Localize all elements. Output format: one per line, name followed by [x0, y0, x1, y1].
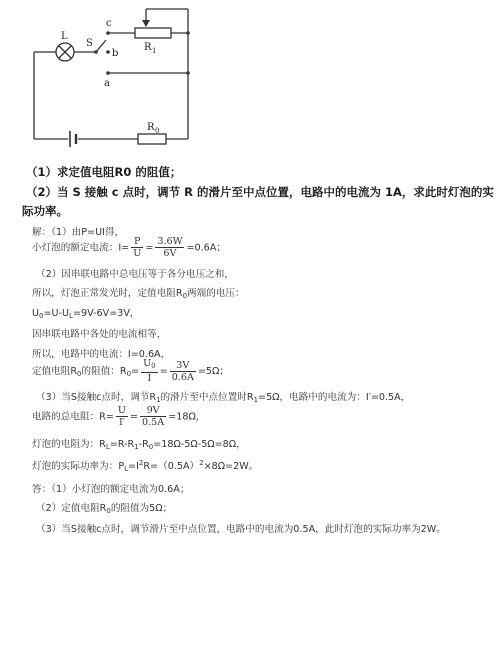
solution-line-6: 因串联电路中各处的电流相等，	[32, 329, 167, 340]
solution-line-1: 解：（1）由P=UI得，	[32, 227, 125, 238]
solution-line-5: $U_0=U-U_L=9V-6V=3V$，	[32, 308, 140, 320]
answer-line-2: （2）定值电阻$R_0$的阻值为5Ω；	[36, 503, 173, 515]
solution-line-2: 小灯泡的额定电流：I= $\frac{P}{U}$ = $\frac{3.6W}{6V}$ =0.6A；	[32, 236, 226, 259]
fraction-9v-over-0.5a: $\frac{9V}{0.5A}$	[142, 405, 165, 428]
rheostat-label: R	[144, 42, 152, 53]
solution-line-4: 所以，灯泡正常发光时，定值电阻$R_0$两端的电压：	[32, 288, 245, 300]
resistor-label: R	[147, 122, 155, 133]
solution-line-7: 所以，电路中的电流：I=0.6A，	[32, 349, 171, 360]
solution-line-11: 灯泡的电阻为：$R_L=R-R_1-R_0=18\Omega-5\Omega-5\Omega=8\Omega$，	[32, 439, 246, 451]
question-2-line-1: （2）当 S 接触 c 点时，调节 R 的滑片至中点位置，电路中的电流为 1A，求此时灯泡的实	[26, 185, 494, 199]
solution-line-10: 电路的总电阻：R= $\frac{U}{I'}$ = $\frac{9V}{0.5A}$ =18Ω，	[32, 405, 206, 428]
lamp-label: L	[61, 31, 68, 42]
fraction-3v-over-0.6a: $\frac{3V}{0.6A}$	[171, 359, 194, 383]
question-1: （1）求定值电阻R0 的阻值；	[26, 165, 182, 179]
solution-line-9: （3）当S接触c点时，调节$R_1$的滑片至中点位置时$R_1=5\Omega$，电路中的电流为：I′=0.5A，	[36, 392, 411, 404]
resistor-subscript: 0	[155, 127, 160, 135]
rheostat-subscript: 1	[152, 47, 157, 55]
fraction-p-over-u: $\frac{P}{U}$	[133, 236, 142, 259]
answer-line-1: 答：（1）小灯泡的额定电流为0.6A；	[32, 484, 190, 495]
solution-line-8: 定值电阻$R_0$的阻值：$R_0=$ $\frac{U_0}{I}$ = $\frac{3V}{0.6A}$ =5Ω；	[32, 358, 229, 384]
answer-line-3: （3）当S接触c点时，调节滑片至中点位置，电路中的电流为0.5A，此时灯泡的实际功率为2W。	[36, 524, 446, 535]
fraction-3.6w-over-6v: $\frac{3.6W}{6V}$	[157, 236, 183, 259]
fraction-u0-over-i: $\frac{U_0}{I}$	[143, 358, 156, 384]
solution-line-3: （2）因串联电路中总电压等于各分电压之和，	[36, 269, 234, 280]
question-2-line-2: 际功率。	[22, 204, 68, 218]
circuit-diagram	[20, 0, 210, 150]
fraction-u-over-i-prime: $\frac{U}{I'}$	[117, 405, 126, 428]
switch-label: S	[86, 38, 93, 49]
solution-line-12: 灯泡的实际功率为：$P_L=I^2R=(0.5A)^2\times 8\Omega=2W$。	[32, 459, 259, 473]
contact-c-label: c	[106, 18, 112, 29]
contact-a-label: a	[104, 78, 110, 89]
contact-b-label: b	[112, 48, 119, 59]
